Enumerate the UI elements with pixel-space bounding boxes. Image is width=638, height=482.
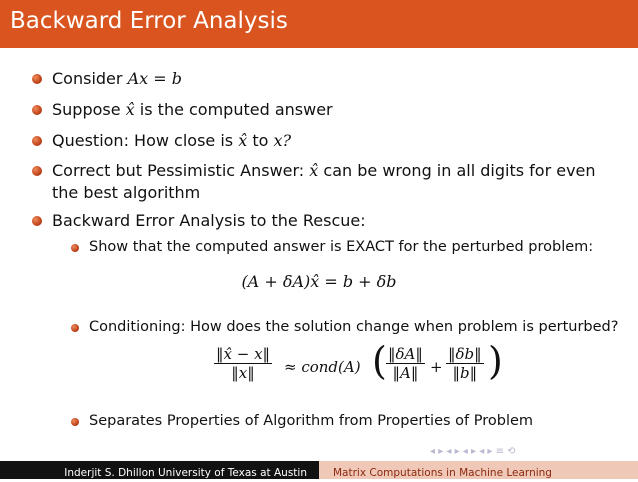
fraction-numerator: ‖δA‖ [388, 345, 423, 363]
footer-course-box [319, 461, 638, 479]
bullet-question [52, 130, 291, 152]
bullet-backward-error [52, 210, 366, 232]
bullet-text: Correct but Pessimistic Answer: [52, 161, 305, 180]
beamer-navigation[interactable]: ◂ ▸ ◂ ▸ ◂ ▸ ◂ ▸ ≡ ⟲ [430, 446, 516, 457]
fraction-denominator: ‖x‖ [214, 363, 272, 382]
bullet-icon [32, 105, 42, 115]
bullet-icon [32, 74, 42, 84]
sub-bullet-icon [71, 244, 79, 252]
fraction-denominator: ‖A‖ [386, 363, 425, 382]
bullet-icon [32, 136, 42, 146]
title-bar [0, 0, 638, 48]
footer-author: Inderjit S. Dhillon University of Texas at Austin [64, 467, 307, 479]
fraction-matrix-perturbation [386, 345, 425, 382]
footer-author-box [0, 461, 319, 479]
bullet-text: the best algorithm [52, 183, 201, 202]
fraction-relative-error [214, 345, 272, 382]
plus-sign: + [430, 358, 443, 376]
bullet-text: Backward Error Analysis to the Rescue: [52, 211, 366, 230]
bullet-text: is the computed answer [139, 100, 333, 119]
sub-bullet-icon [71, 418, 79, 426]
right-paren: ) [488, 339, 503, 383]
footer [0, 461, 638, 479]
math-x: x? [273, 131, 292, 150]
math-x-hat: x̂ [125, 100, 135, 119]
math-x-hat: x̂ [238, 131, 248, 150]
sub-bullet-separates: Separates Properties of Algorithm from Properties of Problem [89, 413, 534, 429]
sub-bullet-exact: Show that the computed answer is EXACT for the perturbed problem: [89, 239, 594, 255]
fraction-rhs-perturbation [446, 345, 484, 382]
bullet-icon [32, 216, 42, 226]
fraction-numerator: ‖x̂ − x‖ [216, 345, 271, 363]
bullet-suppose [52, 99, 333, 121]
math-x-hat: x̂ [309, 161, 319, 180]
bullet-text: Suppose [52, 100, 121, 119]
bullet-icon [32, 166, 42, 176]
footer-course: Matrix Computations in Machine Learning [333, 467, 552, 479]
sub-bullet-icon [71, 324, 79, 332]
approx-cond: ≈ cond(A) [284, 358, 361, 376]
bullet-pessimistic [52, 160, 612, 204]
left-paren: ( [372, 339, 387, 383]
fraction-numerator: ‖δb‖ [448, 345, 482, 363]
bullet-text: Consider [52, 69, 123, 88]
bullet-consider [52, 68, 182, 90]
equation-condition [206, 339, 506, 395]
equation-perturbed: (A + δA)x̂ = b + δb [241, 272, 397, 291]
bullet-text: can be wrong in all digits for even [323, 161, 596, 180]
sub-bullet-conditioning: Conditioning: How does the solution change when problem is perturbed? [89, 319, 619, 335]
bullet-text: Question: How close is [52, 131, 234, 150]
slide-title: Backward Error Analysis [10, 8, 288, 34]
math-ax-b: Ax = b [127, 69, 182, 88]
bullet-text: to [252, 131, 269, 150]
fraction-denominator: ‖b‖ [446, 363, 484, 382]
